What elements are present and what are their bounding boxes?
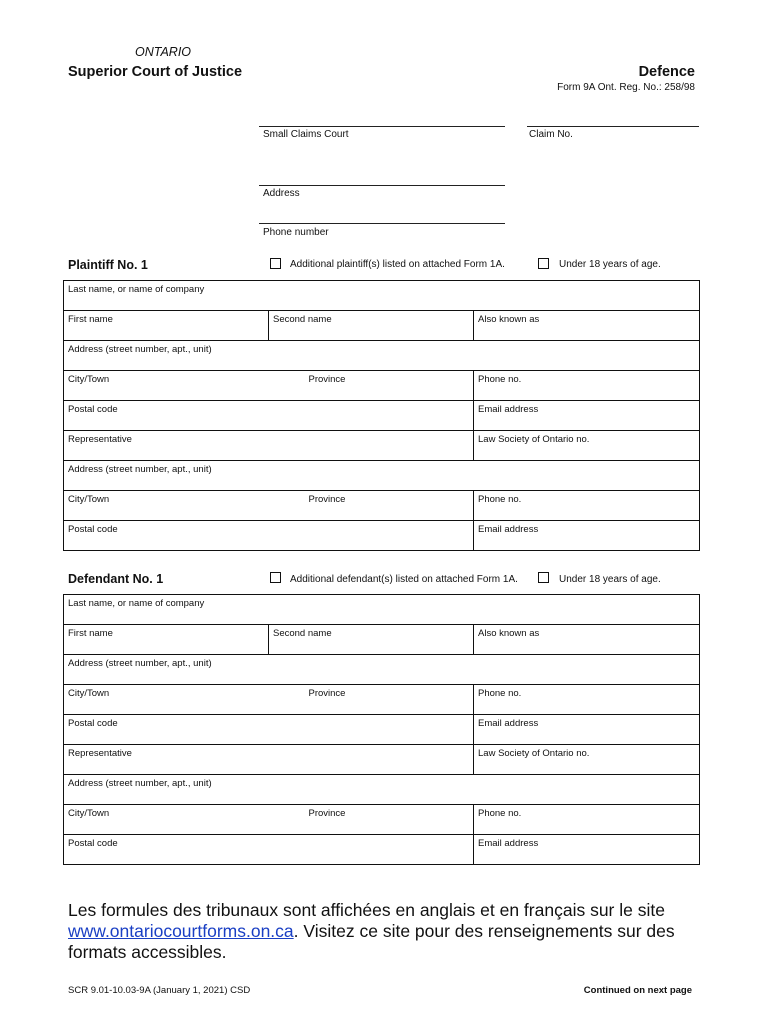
field-label: Province: [308, 688, 346, 699]
jurisdiction-label: ONTARIO: [135, 45, 192, 59]
plaintiff-phone-field[interactable]: [474, 371, 700, 401]
field-label: Postal code: [68, 524, 118, 535]
field-label: First name: [68, 314, 113, 325]
defendant-rep-postal-field[interactable]: [64, 835, 474, 865]
field-label: City/Town: [68, 374, 110, 385]
field-label: Email address: [478, 718, 539, 729]
defendant-second-name-field[interactable]: [269, 625, 474, 655]
defendant-under18-checkbox[interactable]: [538, 572, 549, 583]
plaintiff-rep-province-field[interactable]: [269, 491, 474, 521]
defendant-rep-province-field[interactable]: [269, 805, 474, 835]
notice-text-after: . Visitez ce site pour des renseignements sur des formats accessibles.: [68, 921, 675, 962]
notice-text: Les formules des tribunaux sont affichées en anglais et en français sur le site: [68, 900, 665, 920]
field-label: Address (street number, apt., unit): [68, 344, 212, 355]
defendant-last-name-field[interactable]: [64, 595, 700, 625]
plaintiff-second-name-field[interactable]: [269, 311, 474, 341]
plaintiff-address-field[interactable]: [64, 341, 700, 371]
plaintiff-law-society-field[interactable]: [474, 431, 700, 461]
field-label: Law Society of Ontario no.: [478, 434, 590, 445]
field-label: Second name: [273, 628, 332, 639]
plaintiff-postal-field[interactable]: [64, 401, 474, 431]
defendant-postal-field[interactable]: [64, 715, 474, 745]
plaintiff-under18-checkbox[interactable]: [538, 258, 549, 269]
field-label: Phone no.: [478, 374, 522, 385]
defendant-rep-phone-field[interactable]: [474, 805, 700, 835]
field-label: Also known as: [478, 628, 540, 639]
plaintiff-email-field[interactable]: [474, 401, 700, 431]
claim-no-field[interactable]: [527, 126, 699, 127]
field-label: Phone no.: [478, 494, 522, 505]
plaintiff-under18-label: Under 18 years of age.: [559, 259, 661, 270]
plaintiff-rep-phone-field[interactable]: [474, 491, 700, 521]
defendant-aka-field[interactable]: [474, 625, 700, 655]
field-label: Email address: [478, 524, 539, 535]
field-label: Address (street number, apt., unit): [68, 658, 212, 669]
field-label: City/Town: [68, 808, 110, 819]
field-label: Also known as: [478, 314, 540, 325]
field-label: Representative: [68, 748, 132, 759]
form-title: Defence: [638, 64, 695, 80]
form-code: SCR 9.01-10.03-9A (January 1, 2021) CSD: [68, 985, 251, 996]
plaintiff-rep-email-field[interactable]: [474, 521, 700, 551]
defendant-phone-field[interactable]: [474, 685, 700, 715]
defendant-rep-address-field[interactable]: [64, 775, 700, 805]
field-label: Email address: [478, 404, 539, 415]
defendant-province-field[interactable]: [269, 685, 474, 715]
court-phone-label: Phone number: [263, 227, 329, 238]
court-phone-field[interactable]: [259, 223, 505, 224]
small-claims-court-field[interactable]: [259, 126, 505, 127]
defendant-table: [63, 594, 700, 865]
plaintiff-representative-field[interactable]: [64, 431, 474, 461]
field-label: Representative: [68, 434, 132, 445]
field-label: City/Town: [68, 494, 110, 505]
field-label: Last name, or name of company: [68, 284, 205, 295]
defendant-rep-email-field[interactable]: [474, 835, 700, 865]
field-label: Address (street number, apt., unit): [68, 464, 212, 475]
defendant-representative-field[interactable]: [64, 745, 474, 775]
defendant-rep-city-field[interactable]: [64, 805, 269, 835]
defendant-email-field[interactable]: [474, 715, 700, 745]
claim-no-label: Claim No.: [529, 129, 573, 140]
court-name: Superior Court of Justice: [68, 64, 243, 80]
defendant-city-field[interactable]: [64, 685, 269, 715]
additional-defendants-label: Additional defendant(s) listed on attached Form 1A.: [290, 574, 518, 585]
plaintiff-last-name-field[interactable]: [64, 281, 700, 311]
plaintiff-heading: Plaintiff No. 1: [68, 258, 148, 272]
court-address-label: Address: [263, 188, 300, 199]
field-label: Law Society of Ontario no.: [478, 748, 590, 759]
field-label: Postal code: [68, 838, 118, 849]
field-label: Province: [308, 374, 346, 385]
additional-plaintiffs-label: Additional plaintiff(s) listed on attached Form 1A.: [290, 259, 505, 270]
field-label: Phone no.: [478, 688, 522, 699]
field-label: First name: [68, 628, 113, 639]
additional-defendants-checkbox[interactable]: [270, 572, 281, 583]
accessibility-notice: [68, 900, 698, 963]
continued-label: Continued on next page: [583, 985, 692, 996]
plaintiff-table: [63, 280, 700, 551]
plaintiff-province-field[interactable]: [269, 371, 474, 401]
field-label: Address (street number, apt., unit): [68, 778, 212, 789]
field-label: Postal code: [68, 718, 118, 729]
court-address-field[interactable]: [259, 185, 505, 186]
form-number: Form 9A Ont. Reg. No.: 258/98: [557, 82, 695, 93]
plaintiff-first-name-field[interactable]: [64, 311, 269, 341]
plaintiff-city-field[interactable]: [64, 371, 269, 401]
field-label: Phone no.: [478, 808, 522, 819]
field-label: Postal code: [68, 404, 118, 415]
plaintiff-rep-city-field[interactable]: [64, 491, 269, 521]
field-label: Second name: [273, 314, 332, 325]
field-label: Email address: [478, 838, 539, 849]
defendant-law-society-field[interactable]: [474, 745, 700, 775]
field-label: City/Town: [68, 688, 110, 699]
plaintiff-rep-address-field[interactable]: [64, 461, 700, 491]
court-forms-link[interactable]: www.ontariocourtforms.on.ca: [68, 921, 294, 941]
defendant-under18-label: Under 18 years of age.: [559, 574, 661, 585]
defendant-first-name-field[interactable]: [64, 625, 269, 655]
small-claims-court-label: Small Claims Court: [263, 129, 349, 140]
defendant-heading: Defendant No. 1: [68, 572, 164, 586]
plaintiff-aka-field[interactable]: [474, 311, 700, 341]
field-label: Province: [308, 494, 346, 505]
additional-plaintiffs-checkbox[interactable]: [270, 258, 281, 269]
field-label: Province: [308, 808, 346, 819]
defendant-address-field[interactable]: [64, 655, 700, 685]
plaintiff-rep-postal-field[interactable]: [64, 521, 474, 551]
field-label: Last name, or name of company: [68, 598, 205, 609]
